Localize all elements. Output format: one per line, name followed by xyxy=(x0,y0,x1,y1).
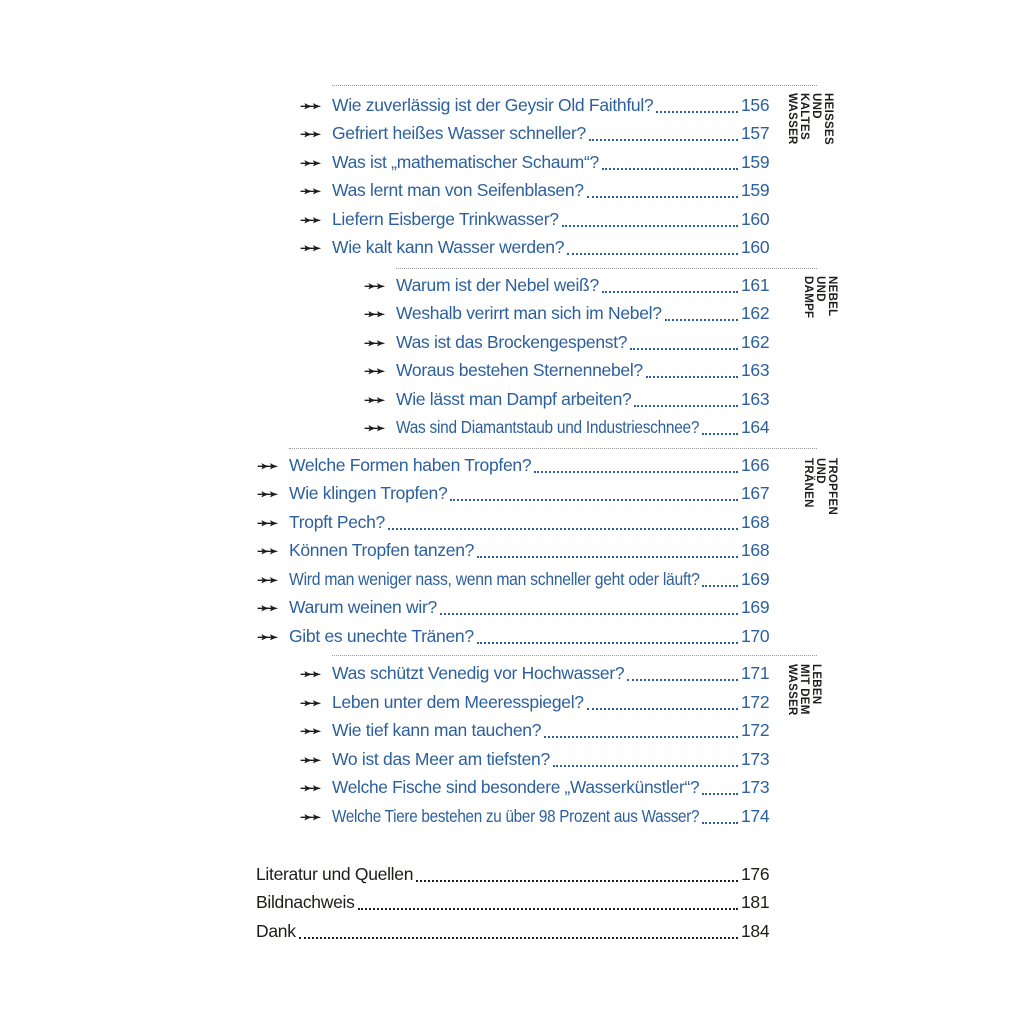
double-arrow-icon: ➛➛ xyxy=(257,599,275,617)
toc-entry[interactable] xyxy=(364,413,770,442)
toc-entry[interactable] xyxy=(257,508,770,537)
toc-entry-page: 168 xyxy=(741,540,770,560)
dot-leader xyxy=(634,405,738,407)
toc-entry[interactable] xyxy=(364,385,770,414)
toc-entry-title: Was ist das Brockengespenst? xyxy=(396,332,628,352)
toc-entry-title: Liefern Eisberge Trinkwasser? xyxy=(332,209,559,229)
toc-entry-title: Welche Formen haben Tropfen? xyxy=(289,455,532,475)
double-arrow-icon: ➛➛ xyxy=(300,779,318,797)
double-arrow-icon: ➛➛ xyxy=(300,182,318,200)
double-arrow-icon: ➛➛ xyxy=(300,694,318,712)
toc-entry-page: 157 xyxy=(741,123,770,143)
double-arrow-icon: ➛➛ xyxy=(300,808,318,826)
section-divider xyxy=(289,448,817,449)
toc-entry-title: Wie klingen Tropfen? xyxy=(289,483,448,503)
dot-leader xyxy=(562,225,738,227)
toc-entry-page: 176 xyxy=(741,864,770,884)
toc-entry-page: 163 xyxy=(741,360,770,380)
toc-entry-title: Welche Fische sind besondere „Wasserkünstler“? xyxy=(332,777,700,797)
toc-entry-title: Wie tief kann man tauchen? xyxy=(332,720,542,740)
section-label: HEISSES UND KALTES WASSER xyxy=(786,93,834,145)
toc-entry-title: Leben unter dem Meeresspiegel? xyxy=(332,692,584,712)
toc-entry[interactable] xyxy=(257,622,770,651)
section-label: LEBEN MIT DEM WASSER xyxy=(786,664,822,716)
double-arrow-icon: ➛➛ xyxy=(300,97,318,115)
double-arrow-icon: ➛➛ xyxy=(300,751,318,769)
dot-leader xyxy=(702,822,738,824)
double-arrow-icon: ➛➛ xyxy=(257,571,275,589)
dot-leader xyxy=(440,613,738,615)
double-arrow-icon: ➛➛ xyxy=(364,334,382,352)
dot-leader xyxy=(534,471,738,473)
toc-entry[interactable] xyxy=(300,745,770,774)
dot-leader xyxy=(630,348,738,350)
toc-entry-page: 163 xyxy=(741,389,770,409)
double-arrow-icon: ➛➛ xyxy=(364,419,382,437)
dot-leader xyxy=(602,168,738,170)
double-arrow-icon: ➛➛ xyxy=(364,277,382,295)
toc-entry-title: Was schützt Venedig vor Hochwasser? xyxy=(332,663,625,683)
double-arrow-icon: ➛➛ xyxy=(257,542,275,560)
toc-entry-page: 159 xyxy=(741,152,770,172)
toc-entry-title: Gefriert heißes Wasser schneller? xyxy=(332,123,586,143)
toc-entry-title: Woraus bestehen Sternennebel? xyxy=(396,360,643,380)
toc-entry-page: 166 xyxy=(741,455,770,475)
toc-entry-title: Wird man weniger nass, wenn man schneller geht oder läuft? xyxy=(289,569,700,589)
toc-entry-title: Literatur und Quellen xyxy=(256,864,414,884)
dot-leader xyxy=(665,319,738,321)
section-label: NEBEL UND DAMPF xyxy=(802,276,838,319)
toc-entry-page: 170 xyxy=(741,626,770,646)
double-arrow-icon: ➛➛ xyxy=(300,125,318,143)
toc-entry[interactable] xyxy=(300,802,770,831)
toc-entry-page: 184 xyxy=(741,921,770,941)
toc-entry[interactable] xyxy=(300,119,770,148)
toc-entry[interactable] xyxy=(364,299,770,328)
toc-entry-page: 160 xyxy=(741,209,770,229)
toc-entry[interactable] xyxy=(300,773,770,802)
toc-entry-page: 167 xyxy=(741,483,770,503)
toc-entry-page: 168 xyxy=(741,512,770,532)
section-divider xyxy=(332,655,817,656)
double-arrow-icon: ➛➛ xyxy=(257,514,275,532)
toc-entry-title: Weshalb verirrt man sich im Nebel? xyxy=(396,303,662,323)
toc-entry[interactable] xyxy=(300,659,770,688)
dot-leader xyxy=(477,556,738,558)
toc-entry-page: 172 xyxy=(741,692,770,712)
toc-entry-page: 169 xyxy=(741,569,770,589)
toc-entry-title: Bildnachweis xyxy=(256,892,355,912)
toc-entry-page: 173 xyxy=(741,749,770,769)
toc-entry-title: Wo ist das Meer am tiefsten? xyxy=(332,749,550,769)
dot-leader xyxy=(702,433,738,435)
toc-entry-literatur[interactable] xyxy=(256,860,770,889)
toc-entry[interactable] xyxy=(257,451,770,480)
section-divider xyxy=(396,268,817,269)
toc-entry-title: Wie zuverlässig ist der Geysir Old Faithful? xyxy=(332,95,654,115)
toc-entry-title: Wie lässt man Dampf arbeiten? xyxy=(396,389,632,409)
toc-entry-title: Was sind Diamantstaub und Industrieschnee? xyxy=(396,417,700,437)
dot-leader xyxy=(388,528,738,530)
toc-entry-page: 181 xyxy=(741,892,770,912)
dot-leader xyxy=(656,111,738,113)
toc-entry-page: 156 xyxy=(741,95,770,115)
toc-entry[interactable] xyxy=(364,356,770,385)
toc-entry-page: 171 xyxy=(741,663,770,683)
double-arrow-icon: ➛➛ xyxy=(364,305,382,323)
toc-entry-title: Welche Tiere bestehen zu über 98 Prozent aus Wasser? xyxy=(332,806,700,826)
dot-leader xyxy=(587,196,738,198)
toc-entry-dank[interactable] xyxy=(256,917,770,946)
section-label: TROPFEN UND TRÄNEN xyxy=(802,458,838,516)
toc-entry[interactable] xyxy=(300,233,770,262)
toc-entry-title: Wie kalt kann Wasser werden? xyxy=(332,237,565,257)
double-arrow-icon: ➛➛ xyxy=(364,391,382,409)
dot-leader xyxy=(627,679,738,681)
toc-entry-page: 162 xyxy=(741,303,770,323)
toc-entry-title: Tropft Pech? xyxy=(289,512,385,532)
dot-leader xyxy=(553,765,738,767)
dot-leader xyxy=(602,291,738,293)
double-arrow-icon: ➛➛ xyxy=(300,665,318,683)
toc-entry-title: Können Tropfen tanzen? xyxy=(289,540,475,560)
toc-entry-title: Warum weinen wir? xyxy=(289,597,437,617)
dot-leader xyxy=(299,937,738,939)
toc-entry-page: 169 xyxy=(741,597,770,617)
toc-entry-page: 160 xyxy=(741,237,770,257)
toc-entry-title: Dank xyxy=(256,921,296,941)
toc-entry-title: Warum ist der Nebel weiß? xyxy=(396,275,599,295)
toc-entry-page: 162 xyxy=(741,332,770,352)
toc-entry[interactable] xyxy=(300,688,770,717)
double-arrow-icon: ➛➛ xyxy=(300,211,318,229)
toc-entry-page: 174 xyxy=(741,806,770,826)
double-arrow-icon: ➛➛ xyxy=(257,485,275,503)
toc-entry[interactable] xyxy=(257,479,770,508)
dot-leader xyxy=(544,736,738,738)
toc-entry[interactable] xyxy=(300,91,770,120)
dot-leader xyxy=(358,908,738,910)
toc-entry[interactable] xyxy=(257,565,770,594)
dot-leader xyxy=(416,880,738,882)
toc-entry-page: 161 xyxy=(741,275,770,295)
dot-leader xyxy=(702,793,738,795)
toc-entry-title: Was lernt man von Seifenblasen? xyxy=(332,180,584,200)
dot-leader xyxy=(567,253,738,255)
double-arrow-icon: ➛➛ xyxy=(300,239,318,257)
double-arrow-icon: ➛➛ xyxy=(300,154,318,172)
double-arrow-icon: ➛➛ xyxy=(257,628,275,646)
dot-leader xyxy=(646,376,738,378)
double-arrow-icon: ➛➛ xyxy=(364,362,382,380)
double-arrow-icon: ➛➛ xyxy=(300,722,318,740)
toc-entry[interactable] xyxy=(257,536,770,565)
dot-leader xyxy=(587,708,738,710)
dot-leader xyxy=(450,499,738,501)
toc-entry-title: Was ist „mathematischer Schaum“? xyxy=(332,152,599,172)
toc-entry[interactable] xyxy=(300,176,770,205)
dot-leader xyxy=(702,585,738,587)
toc-entry-bildnachweis[interactable] xyxy=(256,888,770,917)
toc-entry-page: 164 xyxy=(741,417,770,437)
toc-entry-title: Gibt es unechte Tränen? xyxy=(289,626,474,646)
toc-entry[interactable] xyxy=(364,271,770,300)
toc-entry[interactable] xyxy=(300,205,770,234)
toc-entry[interactable] xyxy=(257,593,770,622)
section-divider xyxy=(332,85,817,86)
dot-leader xyxy=(477,642,738,644)
toc-entry[interactable] xyxy=(364,328,770,357)
dot-leader xyxy=(589,139,738,141)
toc-entry[interactable] xyxy=(300,716,770,745)
toc-entry-page: 172 xyxy=(741,720,770,740)
toc-entry[interactable] xyxy=(300,148,770,177)
toc-entry-page: 173 xyxy=(741,777,770,797)
double-arrow-icon: ➛➛ xyxy=(257,457,275,475)
toc-entry-page: 159 xyxy=(741,180,770,200)
